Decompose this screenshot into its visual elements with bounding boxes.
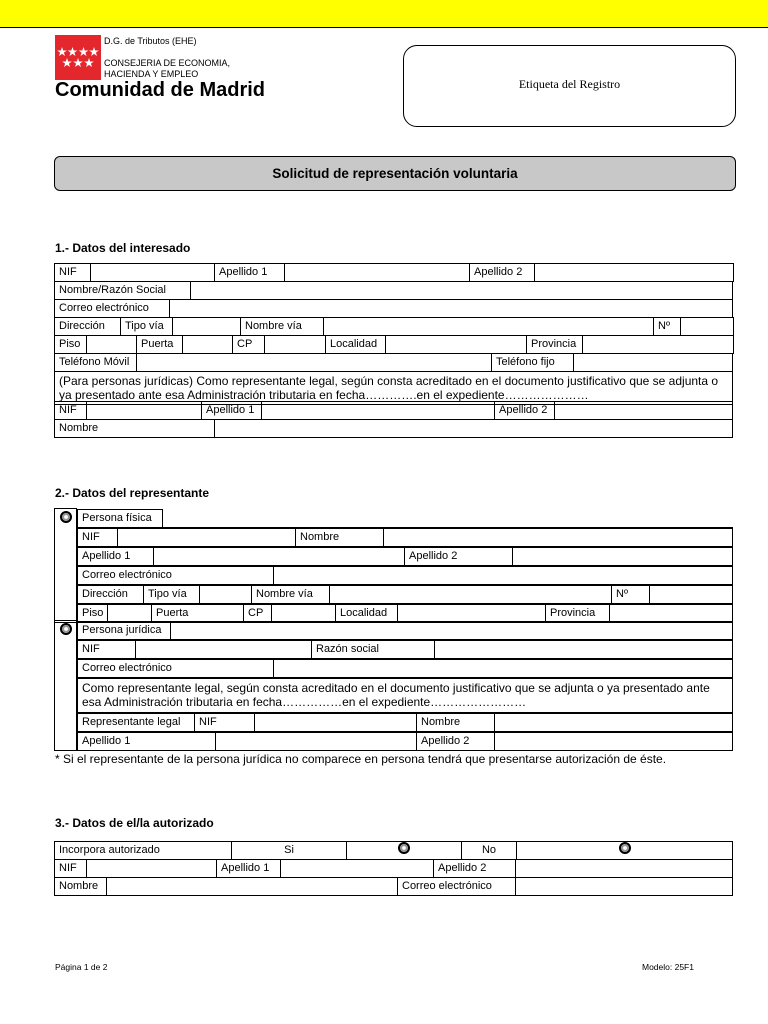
- interesado-table-c: [54, 299, 733, 318]
- representante-juridica-table: [54, 620, 733, 751]
- rep-apellido1-field[interactable]: [154, 547, 405, 565]
- rep-legal-apellido1-label: Apellido 1: [78, 732, 216, 750]
- rep-legal-nif-field[interactable]: [255, 713, 417, 731]
- nombre-rs-field[interactable]: [191, 282, 733, 300]
- rep-puerta-label: Puerta: [152, 604, 244, 622]
- interesado-table-g: [54, 371, 733, 405]
- rep-nombre-via-label: Nombre vía: [252, 585, 330, 603]
- incorpora-label: Incorpora autorizado: [55, 842, 232, 860]
- autorizado-table-b: [54, 859, 733, 878]
- rep-correo-label: Correo electrónico: [78, 566, 274, 584]
- rep-correo-field[interactable]: [274, 566, 733, 584]
- jur-nif-label: NIF: [78, 640, 136, 658]
- numero-label: Nº: [654, 318, 681, 336]
- rep-nombre-via-field[interactable]: [330, 585, 612, 603]
- aut-apellido1-field[interactable]: [281, 860, 434, 878]
- nombre-rs-label: Nombre/Razón Social: [55, 282, 191, 300]
- form-title: Solicitud de representación voluntaria: [54, 156, 736, 191]
- interesado-table-b: [54, 281, 733, 300]
- numero-field[interactable]: [681, 318, 734, 336]
- piso-field[interactable]: [87, 336, 137, 354]
- rep-piso-label: Piso: [78, 604, 108, 622]
- org-title: Comunidad de Madrid: [55, 79, 265, 101]
- rep-nif-field[interactable]: [118, 528, 296, 546]
- nombre-via-field[interactable]: [324, 318, 654, 336]
- tel-fijo-field[interactable]: [574, 354, 733, 372]
- rep-legal-apellido2-label: Apellido 2: [417, 732, 495, 750]
- tel-fijo-label: Teléfono fijo: [492, 354, 574, 372]
- rep-localidad-label: Localidad: [336, 604, 398, 622]
- nif-label: NIF: [55, 264, 91, 282]
- rep-apellido2-label: Apellido 2: [405, 547, 513, 565]
- correo-field[interactable]: [170, 300, 733, 318]
- rep-numero-field[interactable]: [650, 585, 733, 603]
- rep-nombre-label: Nombre: [296, 528, 384, 546]
- rep-tipo-via-label: Tipo vía: [144, 585, 200, 603]
- aut-nombre-label: Nombre: [55, 878, 107, 896]
- localidad-label: Localidad: [326, 336, 386, 354]
- no-label: No: [462, 842, 517, 860]
- rep-nombre-field[interactable]: [384, 528, 733, 546]
- apellido2-field[interactable]: [535, 264, 734, 282]
- aut-nif-label: NIF: [55, 860, 87, 878]
- persona-fisica-radio[interactable]: [60, 511, 72, 523]
- apellido1b-label: Apellido 1: [202, 402, 262, 420]
- provincia-field[interactable]: [583, 336, 734, 354]
- modelo-label: Modelo: 25F1: [642, 962, 694, 972]
- aut-apellido2-label: Apellido 2: [434, 860, 516, 878]
- no-radio[interactable]: [619, 842, 631, 854]
- nombre-label: Nombre: [55, 420, 215, 438]
- consejeria-label-2: HACIENDA Y EMPLEO: [104, 69, 199, 79]
- rep-provincia-label: Provincia: [546, 604, 610, 622]
- puerta-label: Puerta: [137, 336, 183, 354]
- section-2-heading: 2.- Datos del representante: [55, 486, 210, 500]
- persona-juridica-field[interactable]: [171, 621, 733, 639]
- persona-fisica-field[interactable]: [163, 509, 734, 527]
- consejeria-label-1: CONSEJERIA DE ECONOMIA,: [104, 58, 231, 68]
- fisica-radio-cell: [55, 509, 77, 623]
- dg-label: D.G. de Tributos (EHE): [104, 36, 197, 46]
- page-number: Página 1 de 2: [55, 962, 108, 972]
- interesado-table-e: [54, 335, 734, 354]
- jur-correo-label: Correo electrónico: [78, 659, 274, 677]
- persona-juridica-label: Persona jurídica: [78, 621, 171, 639]
- registro-label-box: [403, 45, 736, 127]
- persona-juridica-radio[interactable]: [60, 623, 72, 635]
- si-radio-cell: [347, 842, 462, 860]
- rep-legal-apellido1-field[interactable]: [216, 732, 417, 750]
- aut-correo-label: Correo electrónico: [398, 878, 516, 896]
- cp-field[interactable]: [265, 336, 326, 354]
- rep-legal-nombre-label: Nombre: [417, 713, 495, 731]
- apellido1-field[interactable]: [285, 264, 470, 282]
- interesado-table-h: [54, 401, 733, 420]
- provincia-label: Provincia: [527, 336, 583, 354]
- apellido2-label: Apellido 2: [470, 264, 535, 282]
- rep-apellido2-field[interactable]: [513, 547, 733, 565]
- rep-numero-label: Nº: [612, 585, 650, 603]
- nif2-field[interactable]: [87, 402, 202, 420]
- cp-label: CP: [233, 336, 265, 354]
- juridicas-text: (Para personas jurídicas) Como representante legal, según consta acreditado en el documento justificativo que se adjunta o ya presentado ante esa Administración tributaria en fecha………….en el expediente…………………: [55, 372, 733, 405]
- persona-fisica-label: Persona física: [78, 509, 163, 527]
- top-yellow-bar: [0, 0, 768, 28]
- aut-nombre-field[interactable]: [107, 878, 398, 896]
- piso-label: Piso: [55, 336, 87, 354]
- aut-apellido2-field[interactable]: [516, 860, 733, 878]
- correo-label: Correo electrónico: [55, 300, 170, 318]
- rep-legal-label: Representante legal: [78, 713, 195, 731]
- apellido1-label: Apellido 1: [215, 264, 285, 282]
- representante-fisica-table: [54, 508, 733, 623]
- puerta-field[interactable]: [183, 336, 233, 354]
- nombre-via-label: Nombre vía: [241, 318, 324, 336]
- table-row: [55, 264, 734, 282]
- aut-apellido1-label: Apellido 1: [217, 860, 281, 878]
- registro-label: Etiqueta del Registro: [518, 77, 621, 91]
- no-radio-cell: [517, 842, 733, 860]
- localidad-field[interactable]: [386, 336, 527, 354]
- razon-social-label: Razón social: [312, 640, 435, 658]
- apellido2b-label: Apellido 2: [495, 402, 555, 420]
- interesado-table-a: [54, 263, 734, 282]
- madrid-stars-logo: [55, 35, 101, 80]
- tel-movil-field[interactable]: [137, 354, 492, 372]
- rep-tipo-via-field[interactable]: [200, 585, 252, 603]
- nombre-field[interactable]: [215, 420, 733, 438]
- section-3-heading: 3.- Datos de el/la autorizado: [55, 816, 214, 830]
- autorizado-table-a: [54, 841, 733, 860]
- razon-social-field[interactable]: [435, 640, 733, 658]
- interesado-table-d: [54, 317, 734, 336]
- section-1-heading: 1.- Datos del interesado: [55, 241, 191, 255]
- jur-legal-text: Como representante legal, según consta acreditado en el documento justificativo que se adjunta o ya presentado ante esa Administración tributaria en fecha……………en el expediente……………………: [78, 678, 733, 712]
- tel-movil-label: Teléfono Móvil: [55, 354, 137, 372]
- jur-correo-field[interactable]: [274, 659, 733, 677]
- autorizado-table-c: [54, 877, 733, 896]
- representante-note: * Si el representante de la persona jurídica no comparece en persona tendrá que presentarse autorización de éste.: [55, 752, 667, 766]
- tipo-via-field[interactable]: [173, 318, 241, 336]
- apellido2b-field[interactable]: [555, 402, 733, 420]
- aut-correo-field[interactable]: [516, 878, 733, 896]
- rep-direccion-label: Dirección: [78, 585, 144, 603]
- rep-apellido1-label: Apellido 1: [78, 547, 154, 565]
- si-radio[interactable]: [398, 842, 410, 854]
- apellido1b-field[interactable]: [262, 402, 495, 420]
- interesado-table-f: [54, 353, 733, 372]
- rep-nif-label: NIF: [78, 528, 118, 546]
- rep-legal-nombre-field[interactable]: [495, 713, 733, 731]
- si-label: Si: [232, 842, 347, 860]
- aut-nif-field[interactable]: [87, 860, 217, 878]
- nif-field[interactable]: [91, 264, 215, 282]
- nif2-label: NIF: [55, 402, 87, 420]
- jur-nif-field[interactable]: [136, 640, 312, 658]
- direccion-label: Dirección: [55, 318, 121, 336]
- rep-legal-apellido2-field[interactable]: [495, 732, 733, 750]
- tipo-via-label: Tipo vía: [121, 318, 173, 336]
- interesado-table-i: [54, 419, 733, 438]
- rep-cp-label: CP: [244, 604, 272, 622]
- juridica-radio-cell: [55, 621, 77, 751]
- rep-legal-nif-label: NIF: [195, 713, 255, 731]
